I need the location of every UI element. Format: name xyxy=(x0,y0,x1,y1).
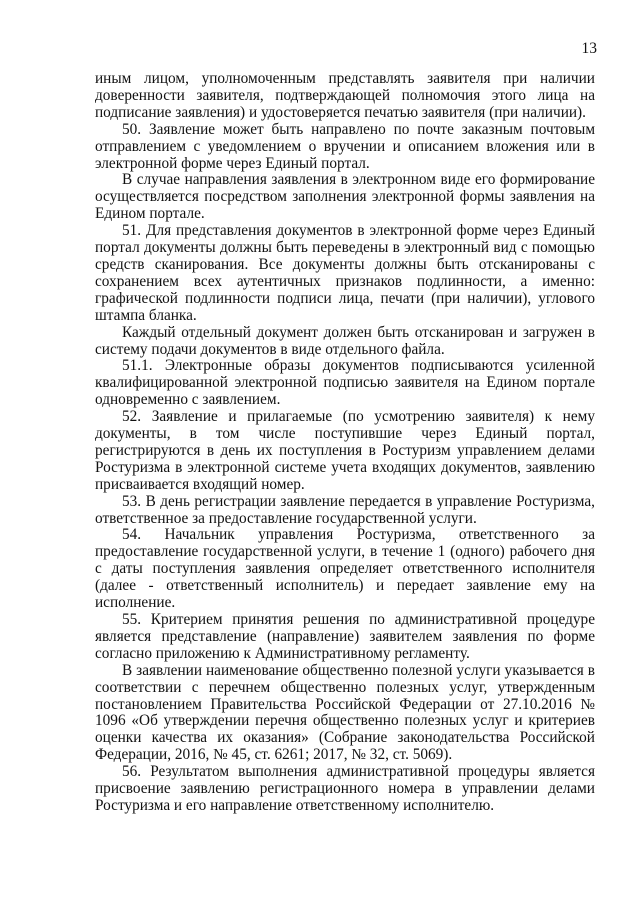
document-body xyxy=(95,71,595,815)
paragraph-service-name: В заявлении наименование общественно полезной услуги указывается в соответствии с перечнем общественно полезных услуг, утвержденным постановлением Правительства Российской Федерации от 27.10.2016 № 1096 «Об утверждении перечня общественно полезных услуг и критериев оценки качества их оказания» (Собрание законодательства Российской Федерации, 2016, № 45, ст. 6261; 2017, № 32, ст. 5069). xyxy=(95,661,595,764)
paragraph-electronic-form: В случае направления заявления в электронном виде его формирование осуществляется посредством заполнения электронной формы заявления на Едином портале. xyxy=(95,171,595,223)
paragraph-continuation: иным лицом, уполномоченным представлять заявителя при наличии доверенности заявителя, подтверждающей полномочия этого лица на подписание заявления) и удостоверяется печатью заявителя (при наличии). xyxy=(95,70,595,121)
paragraph-51-1: 51.1. Электронные образы документов подписываются усиленной квалифицированной электронной подписью заявителя на Едином портале одновременно с заявлением. xyxy=(95,357,595,409)
paragraph-56: 56. Результатом выполнения административной процедуры является присвоение заявлению регистрационного номера в управлении делами Ростуризма и его направление ответственному исполнителю. xyxy=(95,763,595,814)
paragraph-55: 55. Критерием принятия решения по административной процедуре является представление (направление) заявителем заявления по форме согласно приложению к Административному регламенту. xyxy=(95,611,595,662)
paragraph-50: 50. Заявление может быть направлено по почте заказным почтовым отправлением с уведомлением о вручении и описанием вложения или в электронной форме через Единый портал. xyxy=(95,120,595,172)
paragraph-51: 51. Для представления документов в электронной форме через Единый портал документы должны быть переведены в электронный вид с помощью средств сканирования. Все документы должны быть отсканированы с сохранением всех аутентичных признаков подлинности, а именно: графической подлинности подписи лица, печати (при наличии), углового штампа бланка. xyxy=(95,222,595,324)
paragraph-52: 52. Заявление и прилагаемые (по усмотрению заявителя) к нему документы, в том числе поступившие через Единый портал, регистрируются в день их поступления в Ростуризм управлением делами Ростуризма в электронной системе учета входящих документов, заявлению присваивается входящий номер. xyxy=(95,408,595,493)
paragraph-54: 54. Начальник управления Ростуризма, ответственного за предоставление государственной услуги, в течение 1 (одного) рабочего дня с даты поступления заявления определяет ответственного исполнителя (далее - ответственный исполнитель) и передает заявление ему на исполнение. xyxy=(95,526,595,612)
paragraph-separate-file: Каждый отдельный документ должен быть отсканирован и загружен в систему подачи документов в виде отдельного файла. xyxy=(95,323,595,358)
paragraph-53: 53. В день регистрации заявление передается в управление Ростуризма, ответственное за предоставление государственной услуги. xyxy=(95,492,595,527)
page-number: 13 xyxy=(581,40,597,57)
